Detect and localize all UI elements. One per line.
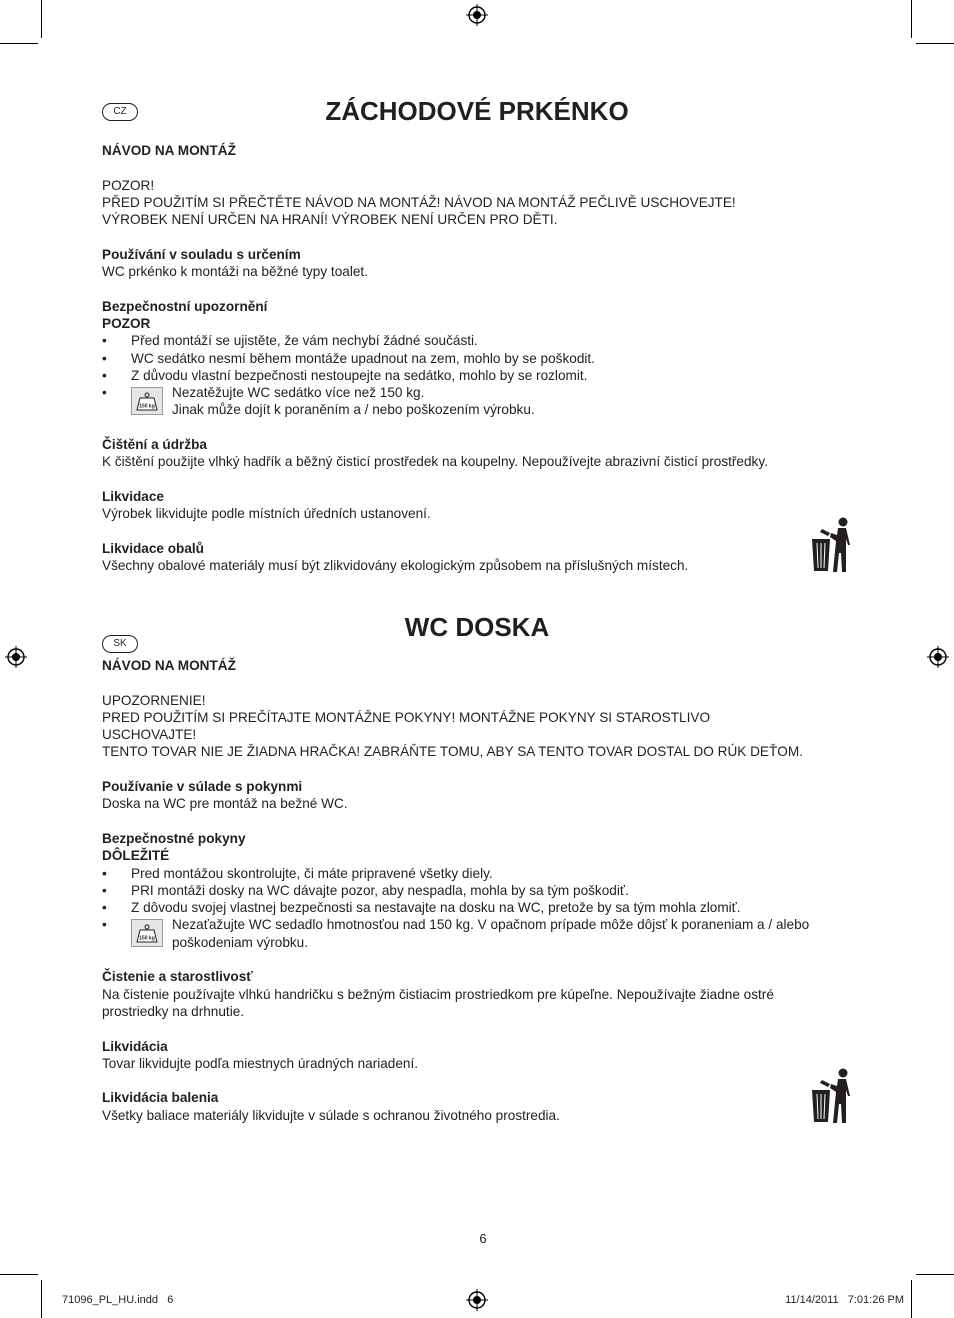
section-sk — [102, 657, 862, 1124]
crop-mark — [911, 0, 912, 38]
heading-intended-use: Používanie v súlade s pokynmi — [102, 779, 303, 795]
warning-line: UPOZORNENIE! — [102, 692, 206, 708]
warning-line: USCHOVAJTE! — [102, 727, 197, 743]
heading-packaging-disposal: Likvidácia balenia — [102, 1090, 219, 1106]
list-item: • PRI montáži dosky na WC dávajte pozor, aby nespadla, mohla by sa tým poškodiť. — [102, 882, 629, 898]
weight-limit-icon — [131, 919, 163, 947]
language-badge-sk: SK — [102, 635, 138, 653]
safety-subheading: POZOR — [102, 315, 151, 331]
heading-packaging-disposal: Likvidace obalů — [102, 540, 204, 556]
registration-mark-icon — [5, 646, 27, 668]
list-item: • Před montáží se ujistěte, že vám nechybí žádné součásti. — [102, 333, 478, 349]
crop-mark — [911, 1280, 912, 1318]
packaging-disposal-text: Všechny obalové materiály musí být zlikvidovány ekologickým způsobem na příslušných místech. — [102, 558, 689, 574]
disposal-text: Výrobek likvidujte podle místních úředních ustanovení. — [102, 506, 431, 522]
registration-mark-icon — [466, 4, 488, 26]
list-item: • Z důvodu vlastní bezpečnosti nestoupejte na sedátko, mohlo by se rozlomit. — [102, 367, 588, 383]
heading-cleaning: Čistenie a starostlivosť — [102, 969, 253, 985]
crop-mark — [41, 0, 42, 38]
warning-line: VÝROBEK NENÍ URČEN NA HRANÍ! VÝROBEK NENÍ URČEN PRO DĚTI. — [102, 212, 558, 228]
cleaning-text: Na čistenie používajte vlhkú handričku s bežným čistiacim prostriedkom pre kúpeľne. Nepoužívajte žiadne ostré prostriedky na drhnutie. — [102, 986, 774, 1019]
crop-mark — [0, 43, 38, 44]
heading-assembly: NÁVOD NA MONTÁŽ — [102, 143, 236, 158]
cleaning-text: K čištění použijte vlhký hadřík a běžný čisticí prostředek na koupelny. Nepoužívejte abrazivní čisticí prostředky. — [102, 454, 768, 470]
list-item-weight: • 150 kg Nezaťažujte WC sedadlo hmotnosťou nad 150 kg. V opačnom prípade môže dôjsť k poraneniam a / alebo poškodeniam výrobku. — [102, 916, 862, 951]
heading-assembly: NÁVOD NA MONTÁŽ — [102, 658, 236, 673]
heading-disposal: Likvidácia — [102, 1038, 168, 1054]
page-title-sk: WC DOSKA — [404, 612, 550, 642]
packaging-disposal-text: Všetky baliace materiály likvidujte v súlade s ochranou životného prostredia. — [102, 1107, 560, 1123]
intended-use-text: WC prkénko k montáži na běžné typy toalet. — [102, 264, 368, 280]
footer-timestamp: 11/14/2011 7:01:26 PM — [785, 1294, 904, 1306]
svg-text:150 kg: 150 kg — [139, 403, 155, 410]
crop-mark — [41, 1280, 42, 1318]
footer-filename: 71096_PL_HU.indd 6 — [62, 1294, 174, 1306]
warning-line: TENTO TOVAR NIE JE ŽIADNA HRAČKA! ZABRÁŇTE TOMU, ABY SA TENTO TOVAR DOSTAL DO RÚK DEŤOM. — [102, 744, 803, 760]
heading-safety: Bezpečnostní upozornění — [102, 298, 268, 314]
weight-warning-line: Nezaťažujte WC sedadlo hmotnosťou nad 150 kg. V opačnom prípade môže dôjsť k poraneniam a / alebo — [172, 917, 810, 933]
registration-mark-icon — [927, 646, 949, 668]
list-item: • Pred montážou skontrolujte, či máte pripravené všetky diely. — [102, 865, 493, 881]
warning-line: PŘED POUŽITÍM SI PŘEČTĚTE NÁVOD NA MONTÁŽ! NÁVOD NA MONTÁŽ PEČLIVĚ USCHOVEJTE! — [102, 194, 736, 210]
list-item-weight: • 150 kg Nezatěžujte WC sedátko více než 150 kg. Jinak může dojít k poraněním a / nebo poškozením výrobku. — [102, 384, 862, 419]
page-number: 6 — [479, 1231, 487, 1246]
tidyman-bin-icon — [808, 1068, 854, 1124]
warning-line: PRED POUŽITÍM SI PREČÍTAJTE MONTÁŽNE POKYNY! MONTÁŽNE POKYNY SI STAROSTLIVO — [102, 709, 711, 725]
section-cz — [102, 142, 862, 574]
crop-mark — [916, 1274, 954, 1275]
weight-warning-line: Jinak může dojít k poraněním a / nebo poškozením výrobku. — [172, 402, 535, 418]
safety-subheading: DÔLEŽITÉ — [102, 848, 170, 864]
warning-line: POZOR! — [102, 177, 155, 193]
list-item: • Z dôvodu svojej vlastnej bezpečnosti sa nestavajte na dosku na WC, pretože by sa tým mohla zlomiť. — [102, 900, 741, 916]
heading-safety: Bezpečnostné pokyny — [102, 830, 246, 846]
weight-warning-line: poškodeniam výrobku. — [172, 934, 309, 950]
weight-limit-icon — [131, 387, 163, 415]
heading-cleaning: Čištění a údržba — [102, 437, 207, 453]
crop-mark — [916, 43, 954, 44]
intended-use-text: Doska na WC pre montáž na bežné WC. — [102, 796, 348, 812]
heading-intended-use: Používání v souladu s určením — [102, 246, 301, 262]
registration-mark-icon — [466, 1289, 488, 1311]
page-title-cz: ZÁCHODOVÉ PRKÉNKO — [325, 96, 629, 126]
disposal-text: Tovar likvidujte podľa miestnych úradných nariadení. — [102, 1055, 419, 1071]
language-badge-cz: CZ — [102, 103, 138, 121]
tidyman-bin-icon — [808, 517, 854, 573]
weight-warning-line: Nezatěžujte WC sedátko více než 150 kg. — [172, 385, 425, 401]
list-item: • WC sedátko nesmí během montáže upadnout na zem, mohlo by se poškodit. — [102, 350, 595, 366]
crop-mark — [0, 1274, 38, 1275]
heading-disposal: Likvidace — [102, 488, 164, 504]
svg-text:150 kg: 150 kg — [139, 935, 155, 942]
